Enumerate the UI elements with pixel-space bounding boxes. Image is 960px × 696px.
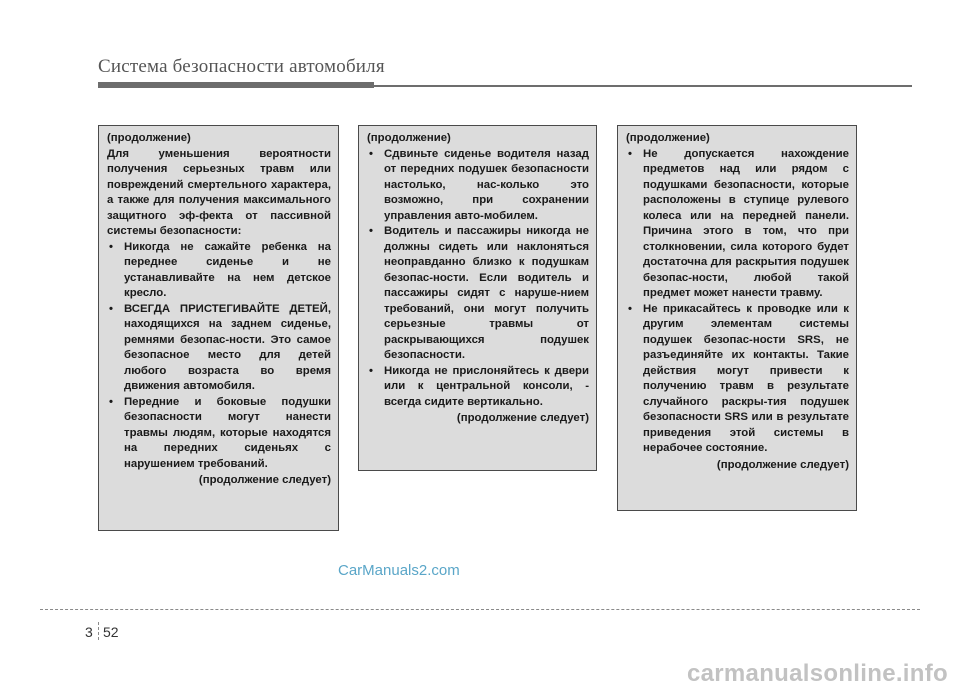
warning-box-3 [617, 125, 857, 511]
box-1-heading: (продолжение) [107, 132, 191, 144]
page-section-number: 3 [85, 624, 93, 640]
box-1-item: • Передние и боковые подушки безопасности могут нанести травмы людям, которые находятся на передних сиденьях с нарушением требований. [107, 395, 331, 473]
page-number: 52 [103, 624, 119, 640]
box-2-list [367, 147, 589, 411]
warning-box-1 [98, 125, 339, 531]
page-header-title: Система безопасности автомобиля [98, 56, 385, 77]
page-number-divider [98, 622, 99, 640]
box-2-heading: (продолжение) [367, 132, 451, 144]
box-1-intro: Для уменьшения вероятности получения серьезных травм или повреждений смертельного характера, а также для получения максимального защитного эф-фекта от пассивной системы безопасности: [107, 147, 331, 237]
box-3-item: • Не допускается нахождение предметов над или рядом с подушками безопасности, которые расположены в ступице рулевого колеса или на передней панели. Причина этого в том, что при столкновении, сила которого будет достаточна для раскрытия подушек безопас-ности, любой такой предмет может нанести травму. [626, 147, 849, 302]
box-3-item: • Не прикасайтесь к проводке или к другим элементам системы подушек безопас-ности SRS, не разъединяйте их контакты. Такие действия могут привести к получению травм в результате случайного раскры-тия подушек безопасности SRS или в результате приведения этой системы в нерабочее состояние. [626, 302, 849, 457]
box-1-item: • ВСЕГДА ПРИСТЕГИВАЙТЕ ДЕТЕЙ, находящихся на заднем сиденье, ремнями безопас-ности. Это самое безопасное место для детей любого возраста во время движения автомобиля. [107, 302, 331, 395]
box-2-item: • Никогда не прислоняйтесь к двери или к центральной консоли, - всегда сидите вертикально. [367, 364, 589, 411]
box-3-list [626, 147, 849, 457]
box-1-item: • Никогда не сажайте ребенка на переднее сиденье и не устанавливайте на нем детское кресло. [107, 240, 331, 302]
box-1-list [107, 240, 331, 473]
warning-box-2 [358, 125, 597, 471]
box-3-continued: (продолжение следует) [716, 458, 849, 471]
box-2-item: • Водитель и пассажиры никогда не должны сидеть или наклоняться неоправданно близко к подушкам безопас-ности. Если водитель и пассажиры сидят с наруше-нием требований, они могут получить серьезные травмы от раскрывающихся подушек безопасности. [367, 224, 589, 364]
box-2-continued: (продолжение следует) [456, 412, 589, 424]
box-3-heading: (продолжение) [626, 132, 710, 144]
footer-dashed-rule [40, 609, 920, 610]
box-2-item: • Сдвиньте сиденье водителя назад от передних подушек безопасности настолько, нас-колько это возможно, при сохранении управления авто-мобилем. [367, 147, 589, 225]
watermark-carmanuals2[interactable]: CarManuals2.com [338, 562, 460, 579]
header-rule-thin [374, 85, 912, 87]
header-rule-thick [98, 82, 374, 88]
box-1-continued: (продолжение следует) [198, 474, 331, 486]
watermark-carmanualsonline: carmanualsonline.info [686, 660, 948, 687]
